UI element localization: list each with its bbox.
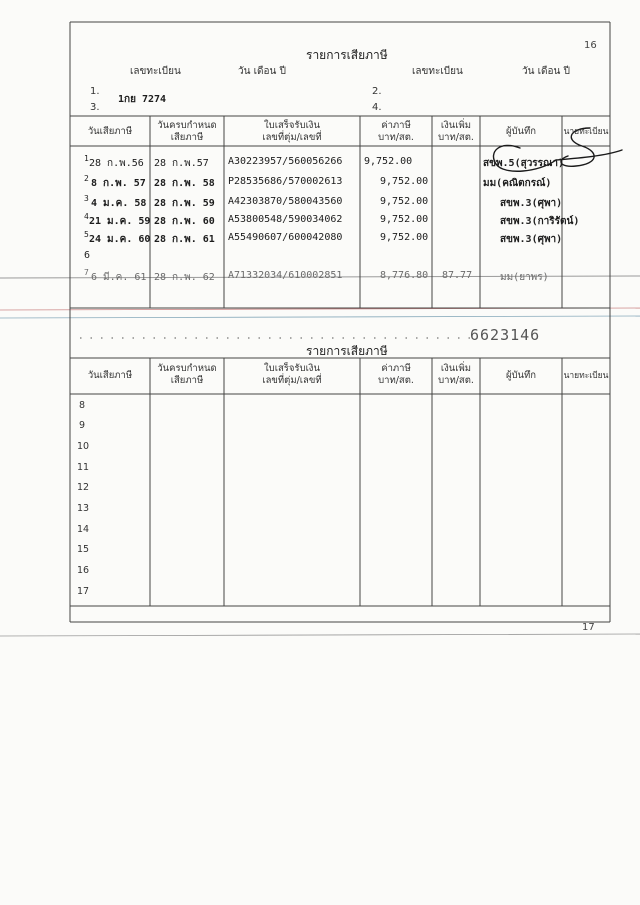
- paid-date: 4 ม.ค. 58: [91, 198, 147, 209]
- col-header-registrar: นายทะเบียน: [563, 127, 609, 137]
- col-header-due-date: วันครบกำหนด เสียภาษี: [157, 120, 217, 143]
- paid-date: 6 มี.ค. 61: [91, 272, 147, 283]
- empty-row-number: 9: [79, 420, 86, 431]
- receipt-number: A53800548/590034062: [228, 214, 343, 225]
- row-number: 7: [84, 268, 89, 277]
- row-number: 5: [84, 230, 89, 239]
- row-number: 4: [84, 212, 89, 221]
- serial-number-stamp: 6623146: [470, 326, 541, 344]
- col-header-paid-date: วันเสียภาษี: [87, 126, 133, 137]
- paid-date: 28 ก.พ.56: [89, 158, 144, 169]
- row-number: 6: [84, 250, 91, 261]
- col-header-registrar: นายทะเบียน: [563, 371, 609, 381]
- receipt-number: A42303870/580043560: [228, 196, 343, 207]
- registration-value: 1กย 7274: [118, 94, 167, 105]
- page-number-top: 16: [584, 40, 597, 51]
- due-date: 28 ก.พ. 59: [154, 198, 215, 209]
- paid-date: 8 ก.พ. 57: [91, 178, 146, 189]
- receipt-number: A71332034/610002851: [228, 270, 343, 281]
- date-right-label: วัน เดือน ปี: [522, 66, 570, 77]
- paid-date: 24 ม.ค. 60: [89, 234, 151, 245]
- top-section-title: รายการเสียภาษี: [306, 48, 388, 62]
- bottom-section-title: รายการเสียภาษี: [306, 344, 388, 358]
- recorder: สขพ.5(สุวรรณา): [483, 158, 564, 169]
- registration-num: 2.: [372, 86, 382, 97]
- row-number: 3: [84, 194, 89, 203]
- empty-row-number: 13: [77, 503, 90, 514]
- empty-row-number: 12: [77, 482, 90, 493]
- page-number-bottom: 17: [582, 622, 595, 633]
- registration-num: 3.: [90, 102, 100, 113]
- tax-amount: 9,752.00: [380, 214, 429, 225]
- empty-row-number: 8: [79, 400, 86, 411]
- col-header-due-date: วันครบกำหนด เสียภาษี: [157, 363, 217, 386]
- empty-row-number: 14: [77, 524, 90, 535]
- recorder: มม(คณิตกรณ์): [483, 178, 552, 189]
- due-date: 28 ก.พ. 62: [154, 272, 215, 283]
- reg-no-right-label: เลขทะเบียน: [412, 66, 463, 77]
- empty-row-number: 17: [77, 586, 90, 597]
- tax-amount: 8,776.80: [380, 270, 429, 281]
- reg-no-left-label: เลขทะเบียน: [130, 66, 181, 77]
- due-date: 28 ก.พ.57: [154, 158, 209, 169]
- tax-amount: 9,752.00: [380, 232, 429, 243]
- col-header-surcharge: เงินเพิ่ม บาท/สต.: [438, 363, 474, 386]
- receipt-number: A55490607/600042080: [228, 232, 343, 243]
- recorder: สขพ.3(ศุพา): [500, 234, 563, 245]
- col-header-paid-date: วันเสียภาษี: [87, 370, 133, 381]
- due-date: 28 ก.พ. 61: [154, 234, 215, 245]
- col-header-tax: ค่าภาษี บาท/สต.: [378, 363, 414, 386]
- empty-row-number: 11: [77, 462, 90, 473]
- surcharge-amount: 87.77: [442, 270, 473, 281]
- col-header-recorder: ผู้บันทึก: [505, 370, 537, 381]
- empty-row-number: 16: [77, 565, 90, 576]
- col-header-receipt: ใบเสร็จรับเงิน เลขที่ตุ่ม/เลขที่: [262, 363, 322, 386]
- col-header-tax: ค่าภาษี บาท/สต.: [378, 120, 414, 143]
- receipt-number: P28535686/570002613: [228, 176, 343, 187]
- col-header-receipt: ใบเสร็จรับเงิน เลขที่ตุ่ม/เลขที่: [262, 120, 322, 143]
- date-left-label: วัน เดือน ปี: [238, 66, 286, 77]
- recorder: สขพ.3(ศุพา): [500, 198, 563, 209]
- recorder: สขพ.3(การิรัตน์): [500, 216, 580, 227]
- due-date: 28 ก.พ. 60: [154, 216, 215, 227]
- tax-amount: 9,752.00: [364, 156, 413, 167]
- empty-row-number: 10: [77, 441, 90, 452]
- col-header-recorder: ผู้บันทึก: [505, 126, 537, 137]
- paid-date: 21 ม.ค. 59: [89, 216, 151, 227]
- row-number: 2: [84, 174, 89, 183]
- row-number: 1: [84, 154, 89, 163]
- registration-num: 1.: [90, 86, 100, 97]
- empty-row-number: 15: [77, 544, 90, 555]
- col-header-surcharge: เงินเพิ่ม บาท/สต.: [438, 120, 474, 143]
- tax-amount: 9,752.00: [380, 176, 429, 187]
- registration-num: 4.: [372, 102, 382, 113]
- due-date: 28 ก.พ. 58: [154, 178, 215, 189]
- recorder: มม(ยาพร): [500, 272, 549, 283]
- tax-amount: 9,752.00: [380, 196, 429, 207]
- receipt-number: A30223957/560056266: [228, 156, 343, 167]
